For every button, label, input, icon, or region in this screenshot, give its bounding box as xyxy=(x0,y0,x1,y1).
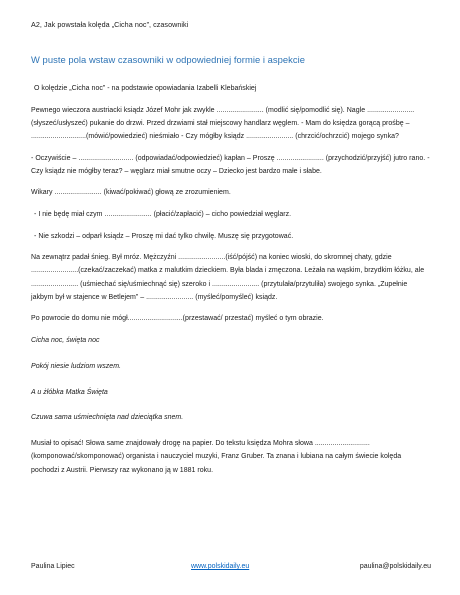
paragraph-3: Wikary ........................ (kiwać/pokiwać) głową ze zrozumieniem. xyxy=(31,189,231,197)
paragraph-5: - Nie szkodzi – odparł ksiądz – Proszę mi dać tylko chwilę. Muszę się przygotować. xyxy=(34,232,294,240)
paragraph-2: - Oczywiście – ............................ (odpowiadać/odpowiedzieć) kapłan – Proszę ........................ (przychodzić/przyjść) jutro rano. - Czy ksiądz nie mógłby teraz? – węglarz miał smutne oczy – Dziecko jest bardzo małe i słabe. xyxy=(31,154,430,175)
paragraph-8: Musiał to opisać! Słowa same znajdowały drogę na papier. Do tekstu księdza Mohra słowa ............................ (komponować/skomponować) organista i nauczyciel muzyki, Franz Gruber. Ta znana i lubiana na całym świecie kolęda pochodzi z Austrii. Pierwszy raz wykonano ją w 1881 roku. xyxy=(31,440,402,474)
poem-line-2: Pokój niesie ludziom wszem. xyxy=(31,362,122,370)
poem-line-4: Czuwa sama uśmiechnięta nad dzieciątka snem. xyxy=(31,414,184,422)
paragraph-1: Pewnego wieczora austriacki ksiądz Józef Mohr jak zwykle ........................ (modlić się/pomodlić się). Nagle ........................ (słyszeć/usłyszeć) pukanie do drzwi. Przed drzwiami stał miejscowy handlarz węglem. - Mam do księdza gorącą prośbę – ............................(mówić/powiedzieć) nieśmiało - Czy mógłby ksiądz ........................ (chrzcić/ochrzcić) mojego synka? xyxy=(31,106,415,140)
poem-line-3: A u żłóbka Matka Święta xyxy=(31,388,108,396)
footer-website-link[interactable]: www.polskidaily.eu xyxy=(191,563,250,570)
paragraph-6: Na zewnątrz padał śnieg. Był mróz. Mężczyźni ........................(iść/pójść) na koniec wioski, do skromnej chaty, gdzie ........................(czekać/zaczekać) matka z malutkim dzieckiem. Była blada i zmęczona. Leżała na wąskim, brzydkim łóżku, ale ........................ (uśmiechać się/uśmiechnąć się) szeroko i ........................ (przytulała/przytuliła) swojego synka. „Zupełnie jakbym był w stajence w Betlejem” – ........................ (myśleć/pomyśleć) ksiądz. xyxy=(31,254,425,301)
paragraph-7: Po powrocie do domu nie mógł............................(przestawać/ przestać) myśleć o tym obrazie. xyxy=(31,315,324,323)
worksheet-title: A2, Jak powstała kolęda „Cicha noc”, czasowniki xyxy=(31,20,189,29)
story-text xyxy=(31,82,431,485)
source-line: O kolędzie „Cicha noc” - na podstawie opowiadania Izabelli Klebańskiej xyxy=(34,85,257,92)
footer-author: Paulina Lipiec xyxy=(31,563,75,570)
poem-line-1: Cicha noc, święta noc xyxy=(31,336,100,344)
exercise-instruction: W puste pola wstaw czasowniki w odpowiedniej formie i aspekcie xyxy=(31,54,306,65)
footer-email: paulina@polskidaily.eu xyxy=(359,563,431,570)
paragraph-4: - I nie będę miał czym ........................ (płacić/zapłacić) – cicho powiedział węglarz. xyxy=(34,210,292,218)
